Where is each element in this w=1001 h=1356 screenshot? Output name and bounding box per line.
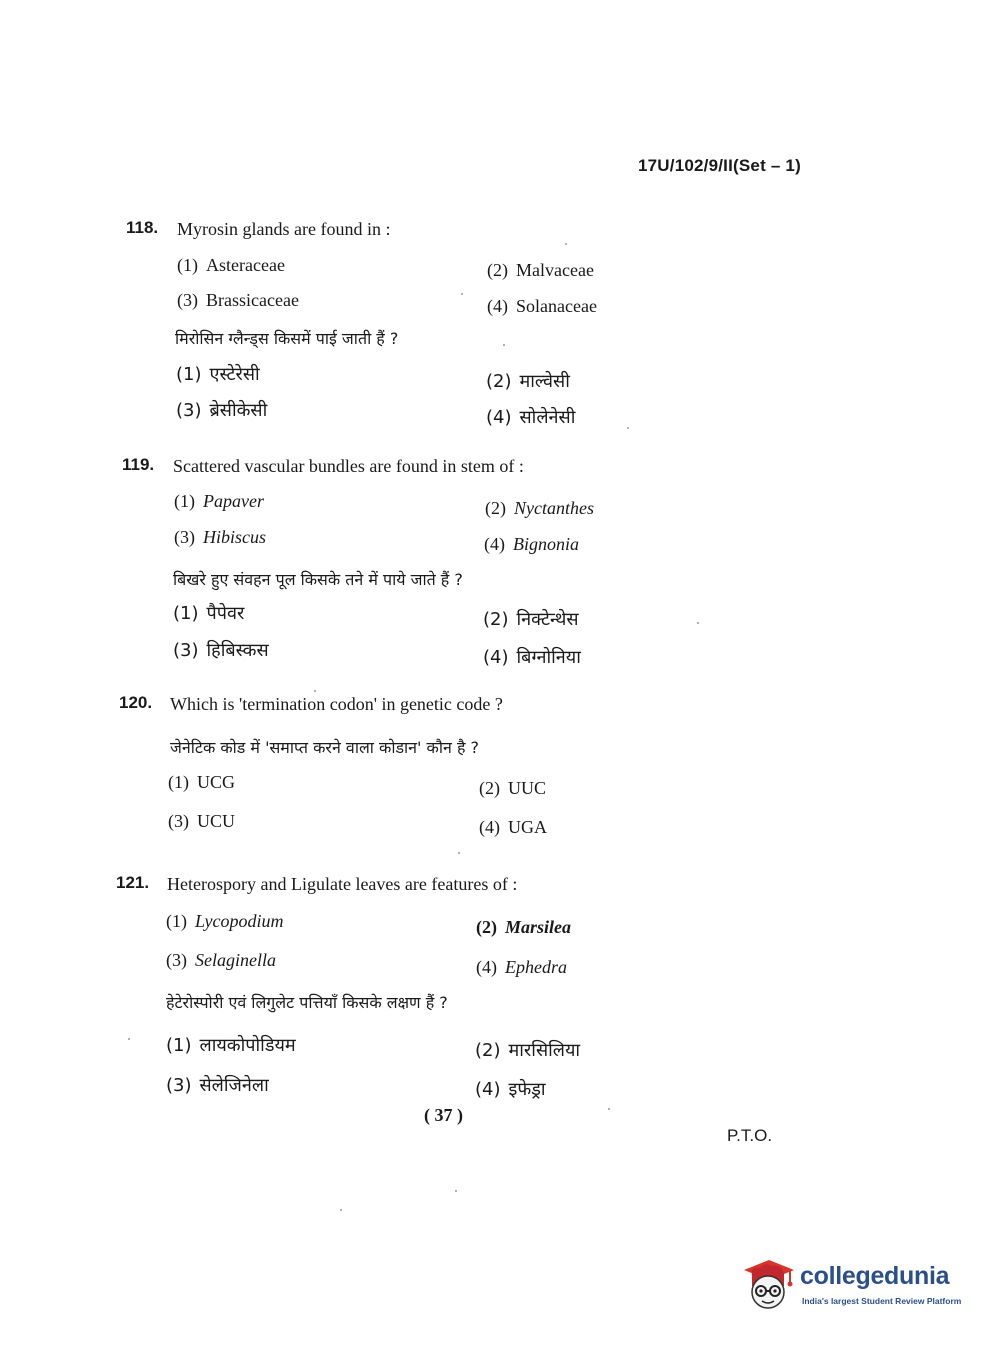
question-number: 121. xyxy=(116,873,150,892)
scan-speck xyxy=(565,243,567,245)
option-hi-1 xyxy=(166,1033,296,1057)
option-text: Nyctanthes xyxy=(514,498,594,518)
option-number: (1) xyxy=(176,364,202,385)
option-text: Marsilea xyxy=(505,917,572,937)
option-text: Selaginella xyxy=(195,950,276,970)
option-text: एस्टेरेसी xyxy=(209,364,260,385)
option-hi-4 xyxy=(486,405,575,429)
scan-speck xyxy=(608,1108,610,1110)
option-number: (1) xyxy=(173,603,199,624)
option-text: Brassicaceae xyxy=(206,290,299,310)
option-hi-2 xyxy=(486,369,570,393)
scan-speck xyxy=(314,690,316,692)
option-number: (4) xyxy=(486,407,512,428)
option-number: (3) xyxy=(176,400,202,421)
option-en-2 xyxy=(485,498,594,519)
option-number: (2) xyxy=(476,917,497,937)
question-number: 120. xyxy=(119,693,153,712)
option-number: (3) xyxy=(173,640,199,661)
option-number: (3) xyxy=(166,950,187,970)
option-text: निक्टेन्थेस xyxy=(516,609,579,630)
option-number: (1) xyxy=(174,491,195,511)
option-en-4 xyxy=(484,534,579,555)
option-en-4 xyxy=(476,957,567,978)
question-number: 119. xyxy=(122,455,155,474)
option-en-1 xyxy=(166,911,283,932)
option-number: (1) xyxy=(168,772,189,792)
option-en-4 xyxy=(487,296,597,317)
option-number: (2) xyxy=(487,260,508,280)
option-hi-1 xyxy=(176,362,260,386)
option-text: सोलेनेसी xyxy=(519,407,576,428)
question-text-en: Heterospory and Ligulate leaves are features of : xyxy=(167,874,518,894)
scan-speck xyxy=(461,293,463,295)
option-text: हिबिस्कस xyxy=(206,640,269,661)
option-number: (1) xyxy=(166,1035,192,1056)
option-text: UCG xyxy=(197,772,236,792)
option-text: UCU xyxy=(197,811,236,831)
option-number: (3) xyxy=(166,1075,192,1096)
pto-label: P.T.O. xyxy=(727,1126,773,1145)
option-en-3 xyxy=(168,811,235,832)
option-number: (4) xyxy=(484,534,505,554)
option-en-2 xyxy=(476,917,571,938)
question-text-hi: बिखरे हुए संवहन पूल किसके तने में पाये जाते हैं ? xyxy=(173,570,463,589)
option-number: (2) xyxy=(475,1040,501,1061)
option-en-3 xyxy=(166,950,276,971)
option-number: (2) xyxy=(483,609,509,630)
option-text: माल्वेसी xyxy=(519,371,570,392)
option-text: सेलेजिनेला xyxy=(199,1075,269,1096)
question-number: 118. xyxy=(126,218,159,237)
brand-name: collegedunia xyxy=(800,1262,950,1290)
option-hi-2 xyxy=(475,1038,580,1062)
scan-speck xyxy=(455,1190,457,1192)
option-en-3 xyxy=(177,290,299,311)
option-en-2 xyxy=(479,778,546,799)
option-number: (4) xyxy=(476,957,497,977)
option-text: इफेड्रा xyxy=(508,1079,546,1100)
option-hi-3 xyxy=(176,398,267,422)
scan-speck xyxy=(458,852,460,854)
option-text: Asteraceae xyxy=(206,255,285,275)
option-number: (2) xyxy=(486,371,512,392)
option-hi-2 xyxy=(483,607,579,631)
option-en-1 xyxy=(174,491,264,512)
option-text: UGA xyxy=(508,817,547,837)
collegedunia-watermark xyxy=(742,1252,972,1312)
option-text: बिग्नोनिया xyxy=(516,647,581,668)
option-number: (4) xyxy=(487,296,508,316)
option-text: Lycopodium xyxy=(195,911,284,931)
option-number: (3) xyxy=(177,290,198,310)
option-en-1 xyxy=(177,255,285,276)
option-hi-3 xyxy=(173,638,269,662)
question-text-hi: हेटेरोस्पोरी एवं लिगुलेट पत्तियाँ किसके लक्षण हैं ? xyxy=(166,993,448,1012)
option-hi-4 xyxy=(475,1077,546,1101)
scan-speck xyxy=(503,344,505,346)
question-text-en: Myrosin glands are found in : xyxy=(177,219,391,239)
option-en-3 xyxy=(174,527,266,548)
option-text: लायकोपोडियम xyxy=(199,1035,296,1056)
option-number: (4) xyxy=(483,647,509,668)
option-text: पैपेवर xyxy=(206,603,245,624)
option-text: ब्रेसीकेसी xyxy=(209,400,268,421)
brand-tagline: India's largest Student Review Platform xyxy=(802,1296,962,1306)
option-text: मारसिलिया xyxy=(508,1040,581,1061)
option-text: Papaver xyxy=(203,491,264,511)
option-number: (4) xyxy=(479,817,500,837)
option-number: (4) xyxy=(475,1079,501,1100)
graduate-mascot-icon xyxy=(742,1256,796,1310)
option-en-4 xyxy=(479,817,547,838)
option-number: (3) xyxy=(174,527,195,547)
scan-speck xyxy=(128,1038,130,1040)
option-number: (2) xyxy=(479,778,500,798)
option-number: (2) xyxy=(485,498,506,518)
option-hi-3 xyxy=(166,1073,269,1097)
scan-speck xyxy=(340,1209,342,1211)
option-hi-4 xyxy=(483,645,581,669)
option-text: UUC xyxy=(508,778,547,798)
question-text-hi: मिरोसिन ग्लैन्ड्स किसमें पाई जाती हैं ? xyxy=(175,329,399,348)
option-text: Bignonia xyxy=(513,534,579,554)
option-number: (1) xyxy=(177,255,198,275)
question-text-en: Scattered vascular bundles are found in stem of : xyxy=(173,456,524,476)
option-number: (3) xyxy=(168,811,189,831)
option-en-2 xyxy=(487,260,594,281)
question-text-hi: जेनेटिक कोड में 'समाप्त करने वाला कोडान' कौन है ? xyxy=(170,738,480,757)
question-text-en: Which is 'termination codon' in genetic code ? xyxy=(170,694,503,714)
option-hi-1 xyxy=(173,601,244,625)
paper-code: 17U/102/9/II(Set – 1) xyxy=(638,156,801,175)
page-number: ( 37 ) xyxy=(424,1105,463,1125)
option-en-1 xyxy=(168,772,235,793)
option-text: Ephedra xyxy=(505,957,567,977)
scan-speck xyxy=(627,427,629,429)
scan-speck xyxy=(697,622,699,624)
option-number: (1) xyxy=(166,911,187,931)
option-text: Malvaceae xyxy=(516,260,594,280)
option-text: Hibiscus xyxy=(203,527,266,547)
option-text: Solanaceae xyxy=(516,296,597,316)
